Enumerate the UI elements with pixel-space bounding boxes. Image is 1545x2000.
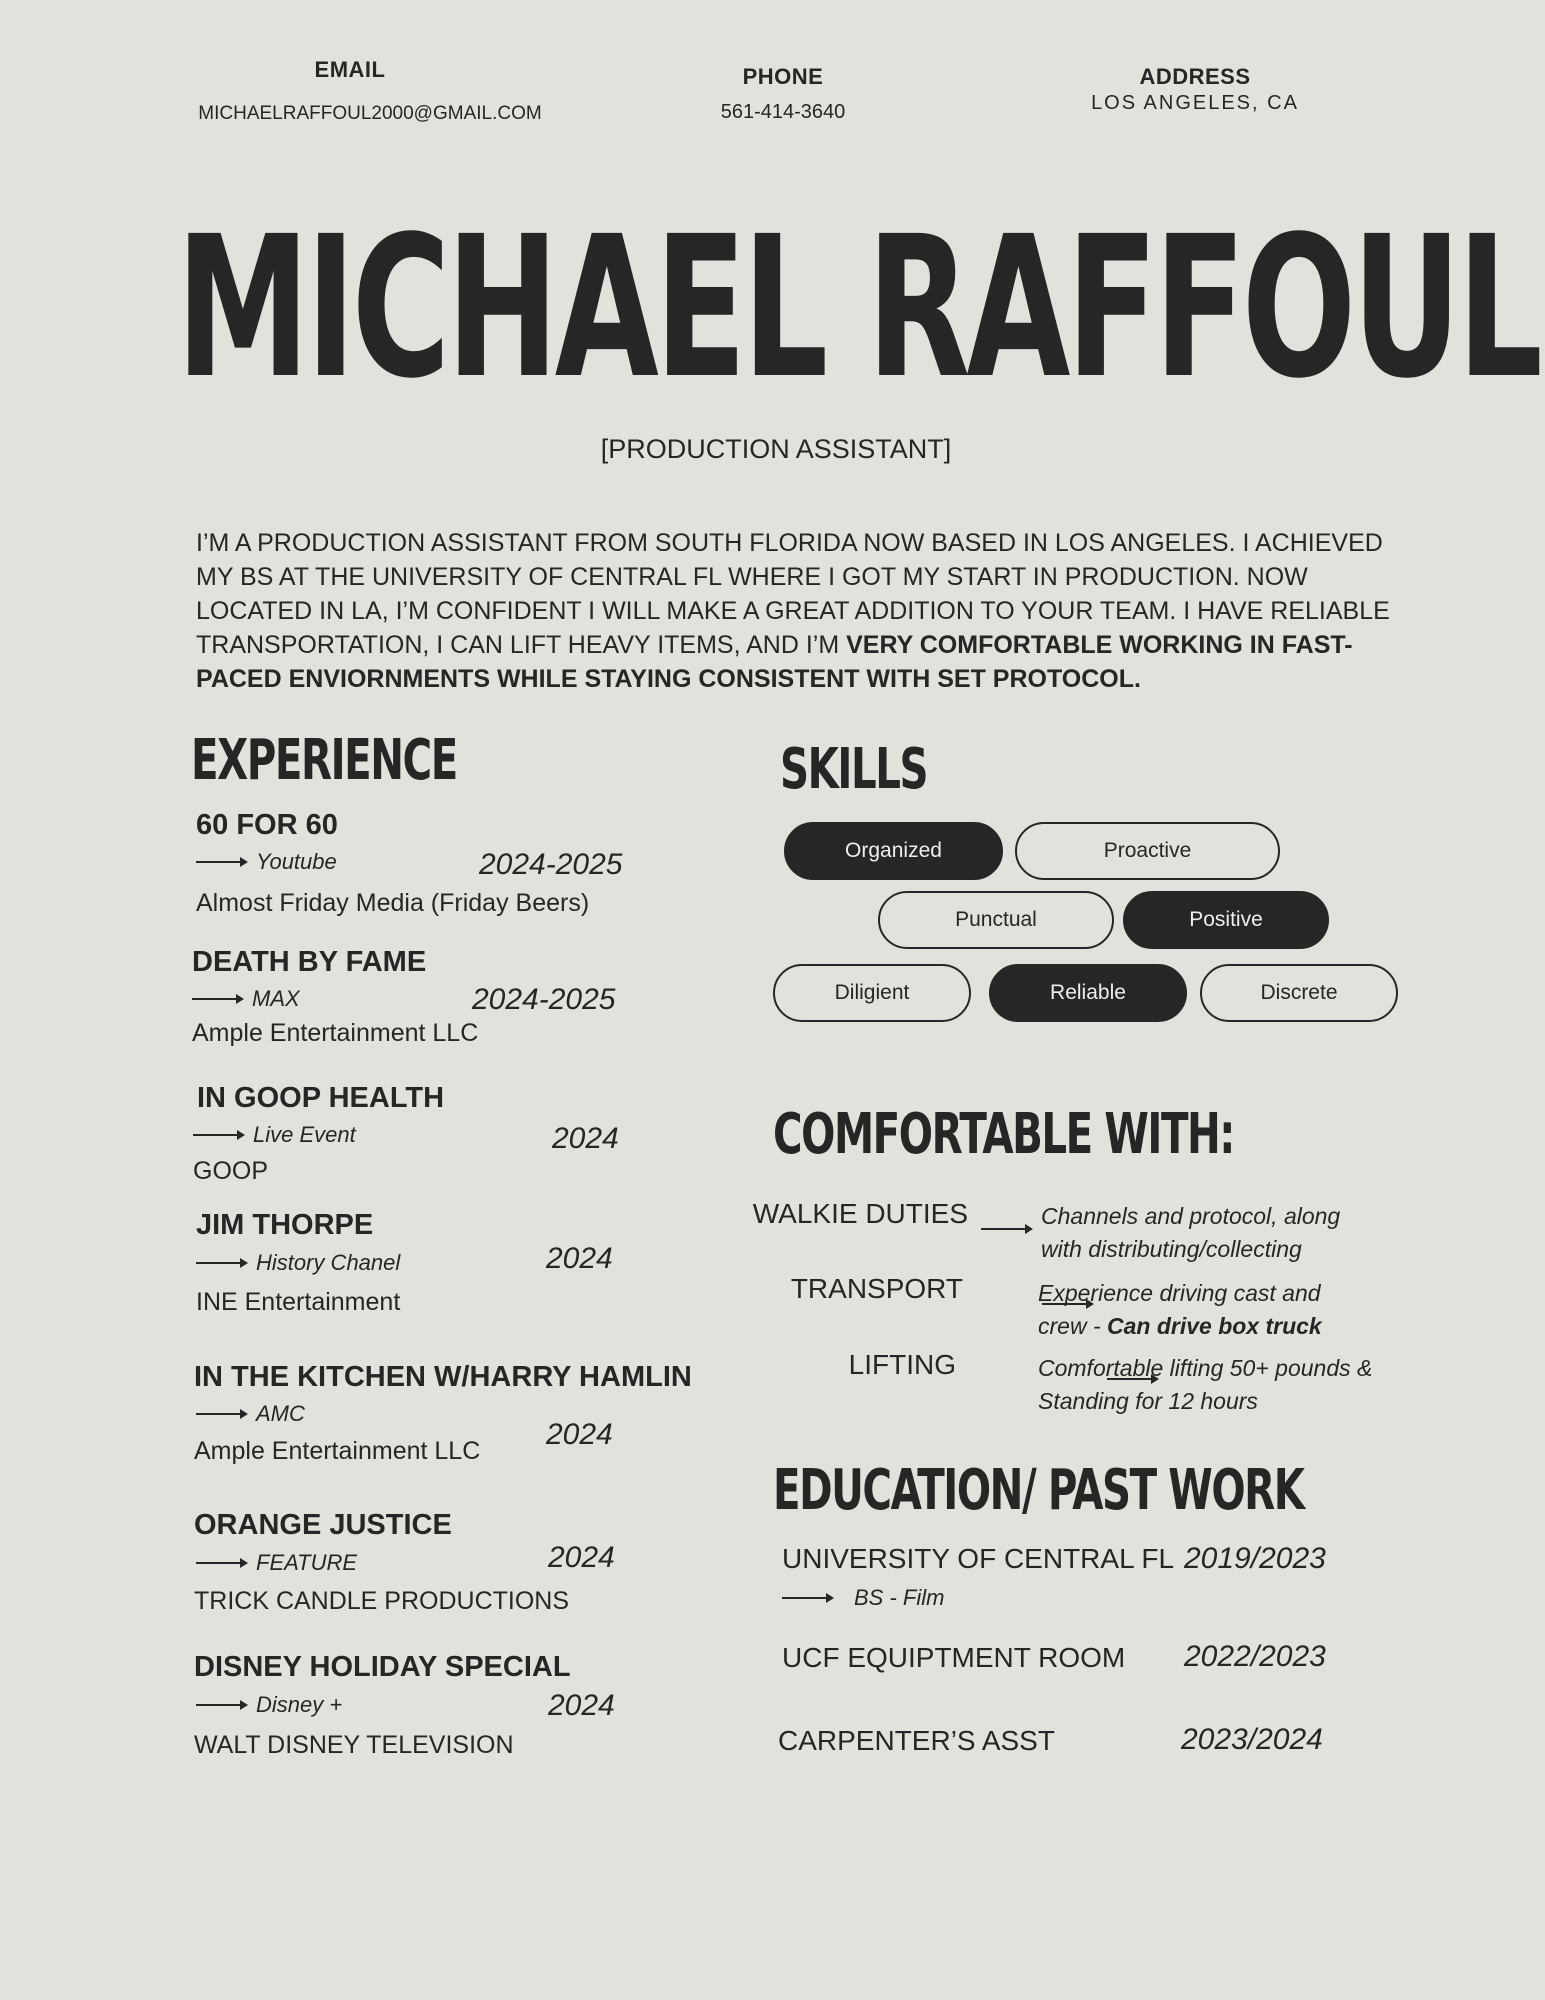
arrow-icon [196,1413,246,1415]
job-year: 2024 [546,1242,613,1275]
skill-pill: Discrete [1200,964,1398,1022]
education-heading: EDUCATION/ PAST WORK [773,1458,1304,1523]
job-company: Ample Entertainment LLC [192,1019,479,1047]
arrow-icon [196,1562,246,1564]
job-title: ORANGE JUSTICE [194,1509,452,1541]
address-value: LOS ANGELES, CA [1091,92,1299,114]
job-company: TRICK CANDLE PRODUCTIONS [194,1587,570,1615]
experience-heading: EXPERIENCE [191,728,457,793]
address-label: ADDRESS [1139,64,1251,89]
job-company: Almost Friday Media (Friday Beers) [196,889,590,917]
job-company: GOOP [193,1157,269,1185]
phone-value[interactable]: 561-414-3640 [720,101,846,123]
arrow-icon [196,1704,246,1706]
arrow-icon [193,1134,243,1136]
job-title: IN GOOP HEALTH [197,1082,445,1114]
skill-pill: Organized [784,822,1003,880]
comfortable-label: TRANSPORT [790,1273,963,1304]
job-platform: AMC [196,1401,305,1427]
arrow-icon [782,1597,832,1599]
job-title: 60 FOR 60 [196,809,338,841]
education-year: 2019/2023 [1184,1542,1326,1575]
job-company: Ample Entertainment LLC [194,1437,481,1465]
job-platform: FEATURE [196,1550,357,1576]
job-platform: Disney + [196,1692,342,1718]
job-year: 2024-2025 [472,983,616,1016]
education-name: CARPENTER’S ASST [778,1725,1055,1756]
skills-heading: SKILLS [780,737,928,802]
education-name: UNIVERSITY OF CENTRAL FL [782,1543,1175,1574]
job-company: WALT DISNEY TELEVISION [194,1731,514,1759]
summary-bold: VERY COMFORTABLE WORKING IN FAST-PACED ENVIORNMENTS WHILE STAYING CONSISTENT WITH SET PROTOCOL. [196,631,1353,693]
email-label: EMAIL [314,57,386,82]
job-year: 2024 [552,1122,619,1155]
comfortable-heading: COMFORTABLE WITH: [773,1102,1235,1167]
name-title: MICHAEL RAFFOUL [176,194,1539,421]
comfortable-label: WALKIE DUTIES [752,1198,968,1229]
job-platform: Youtube [196,849,337,875]
education-name: UCF EQUIPTMENT ROOM [782,1642,1126,1673]
skill-pill: Proactive [1015,822,1280,880]
skill-pill: Positive [1123,891,1329,949]
arrow-icon [196,861,246,863]
comfortable-desc: Channels and protocol, along with distributing/collecting [1041,1203,1341,1262]
job-platform: Live Event [193,1122,356,1148]
phone-label: PHONE [742,64,824,89]
education-year: 2023/2024 [1181,1723,1323,1756]
arrow-icon [196,1262,246,1264]
job-year: 2024 [548,1689,615,1722]
email-value[interactable]: MICHAELRAFFOUL2000@GMAIL.COM [198,103,542,124]
job-title: DISNEY HOLIDAY SPECIAL [194,1651,571,1683]
job-year: 2024 [548,1541,615,1574]
skill-pill: Punctual [878,891,1114,949]
arrow-icon [192,998,242,1000]
job-year: 2024-2025 [479,848,623,881]
job-platform: History Chanel [196,1250,400,1276]
summary-regular: I’M A PRODUCTION ASSISTANT FROM SOUTH FLORIDA NOW BASED IN LOS ANGELES. I ACHIEVED MY BS AT THE UNIVERSITY OF CENTRAL FL WHERE I GOT MY START IN PRODUCTION. NOW LOCATED IN LA, I’M CONFIDENT I WILL MAKE A GREAT ADDITION TO YOUR TEAM. I HAVE RELIABLE TRANSPORTATION, I CAN LIFT HEAVY ITEMS, AND I’M [196,529,1390,659]
job-title: IN THE KITCHEN W/HARRY HAMLIN [194,1361,692,1393]
job-title: DEATH BY FAME [192,946,427,978]
job-year: 2024 [546,1418,613,1451]
job-company: INE Entertainment [196,1288,401,1316]
skill-pill: Diligient [773,964,971,1022]
education-year: 2022/2023 [1184,1640,1326,1673]
comfortable-label: LIFTING [848,1349,956,1380]
arrow-icon [981,1228,1031,1230]
comfortable-desc: Comfortable lifting 50+ pounds & Standing for 12 hours [1038,1355,1373,1414]
education-sub: BS - Film [782,1585,944,1611]
comfortable-desc: Experience driving cast and crew - Can drive box truck [1038,1280,1322,1339]
skill-pill: Reliable [989,964,1187,1022]
summary-paragraph [196,526,1396,696]
job-title: JIM THORPE [196,1209,374,1241]
job-platform: MAX [192,986,300,1012]
role-subtitle: [PRODUCTION ASSISTANT] [600,434,952,464]
